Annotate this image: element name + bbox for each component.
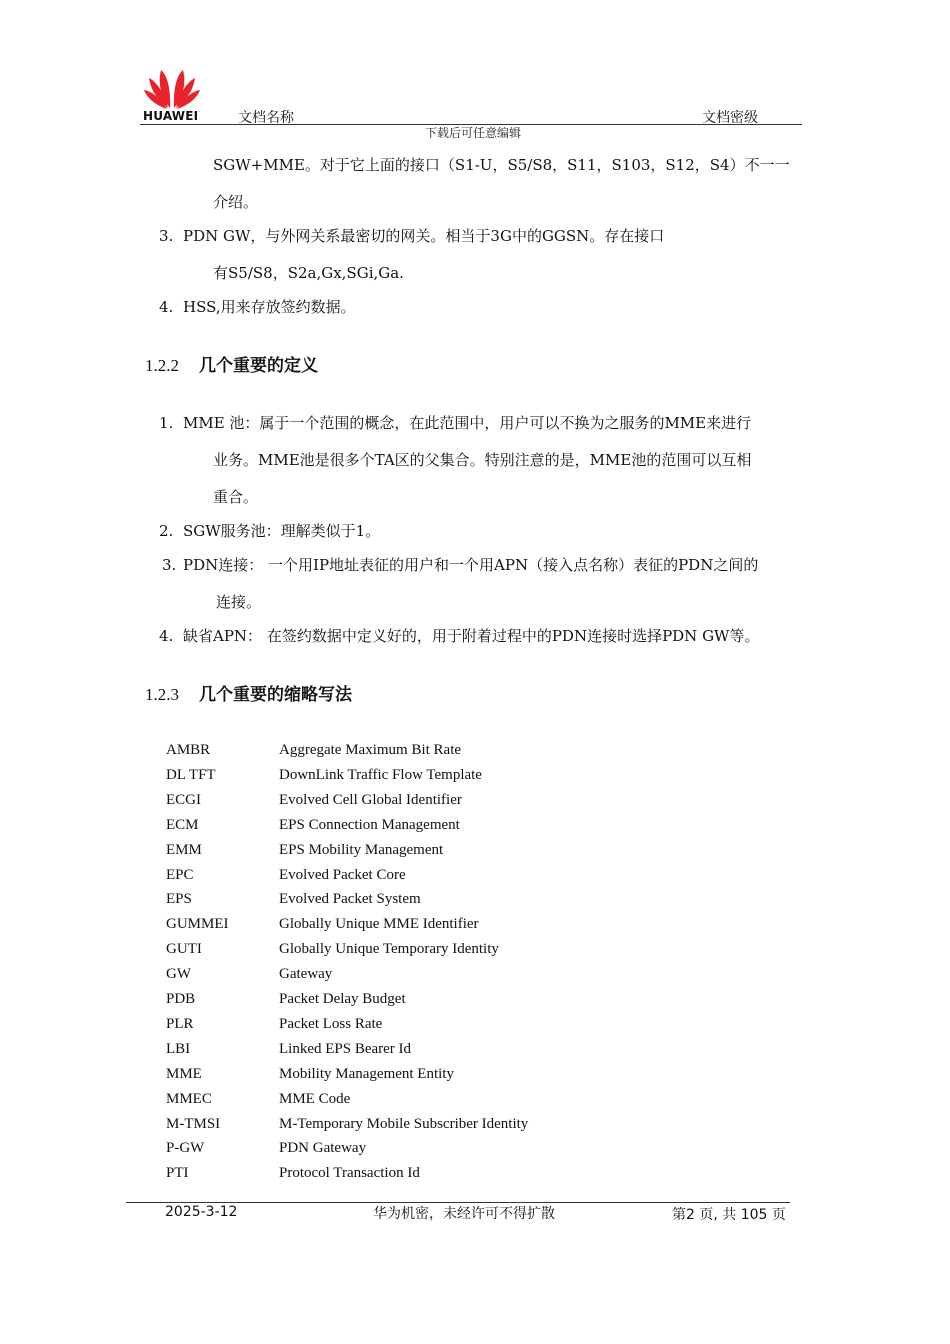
abbreviation-expansion: Globally Unique MME Identifier — [279, 916, 479, 933]
abbreviation-term: GW — [166, 966, 191, 983]
abbreviation-row — [166, 1140, 366, 1157]
page-middle: 页, 共 — [699, 1207, 737, 1223]
abbreviation-expansion: PDN Gateway — [279, 1140, 367, 1157]
abbreviation-expansion: Linked EPS Bearer Id — [279, 1040, 412, 1057]
footer-date: 2025-3-12 — [165, 1204, 238, 1220]
abbreviation-term: PLR — [166, 1015, 194, 1032]
section-heading — [145, 351, 318, 376]
section-title: 几个重要的缩略写法 — [199, 685, 352, 705]
list-item-text: 连接。 — [216, 593, 262, 611]
abbreviation-term: MMEC — [166, 1090, 212, 1107]
list-item-number: 4. — [159, 298, 174, 316]
list-item-text: 业务。MME池是很多个TA区的父集合。特别注意的是，MME池的范围可以互相 — [213, 451, 752, 469]
list-item-number: 2. — [159, 522, 174, 540]
list-item-number: 3. — [159, 227, 174, 245]
abbreviation-row — [166, 916, 479, 933]
abbreviation-term: M-TMSI — [166, 1115, 221, 1132]
footer-confidential-notice: 华为机密，未经许可不得扩散 — [373, 1206, 555, 1222]
page-suffix: 页 — [771, 1207, 786, 1223]
abbreviation-term: ECGI — [166, 791, 201, 808]
page-current: 2 — [686, 1207, 695, 1223]
abbreviation-term: PTI — [166, 1165, 189, 1182]
abbreviation-term: GUMMEI — [166, 916, 229, 933]
abbreviation-expansion: Packet Delay Budget — [279, 991, 406, 1007]
abbreviation-row — [166, 966, 332, 983]
abbreviation-expansion: EPS Mobility Management — [279, 841, 444, 858]
abbreviation-term: EPS — [166, 891, 192, 908]
footer-page-number — [672, 1204, 786, 1224]
abbreviation-expansion: DownLink Traffic Flow Template — [279, 766, 482, 783]
brand-wordmark: HUAWEI — [143, 109, 199, 123]
abbreviation-expansion: Globally Unique Temporary Identity — [279, 941, 499, 958]
section-title: 几个重要的定义 — [199, 356, 318, 376]
page-prefix: 第 — [672, 1207, 686, 1223]
abbreviation-expansion: EPS Connection Management — [279, 816, 460, 833]
section-heading — [145, 680, 352, 705]
list-item-number: 1. — [159, 414, 174, 432]
abbreviation-expansion: Gateway — [279, 966, 333, 983]
abbreviation-expansion: Evolved Cell Global Identifier — [279, 791, 462, 808]
abbreviation-row — [166, 891, 421, 908]
abbreviation-row — [166, 1116, 528, 1133]
abbreviation-row — [166, 742, 461, 759]
abbreviation-term: PDB — [166, 991, 196, 1007]
abbreviation-expansion: Packet Loss Rate — [279, 1015, 383, 1032]
abbreviation-row — [166, 842, 443, 859]
abbreviation-row — [166, 941, 499, 958]
section-number: 1.2.2 — [145, 356, 179, 375]
list-item-number: 3. — [162, 556, 177, 574]
download-note: 下载后可任意编辑 — [425, 126, 522, 140]
abbreviation-term: LBI — [166, 1040, 191, 1057]
abbreviation-term: DL TFT — [166, 766, 216, 783]
page-total: 105 — [740, 1207, 768, 1223]
intro-line: 介绍。 — [213, 193, 259, 211]
document-name-label: 文档名称 — [238, 110, 294, 126]
list-item-text: SGW服务池：理解类似于1。 — [183, 522, 381, 540]
document-classification-label: 文档密级 — [702, 110, 758, 126]
abbreviation-expansion: Evolved Packet Core — [279, 866, 406, 883]
list-item-text: HSS,用来存放签约数据。 — [183, 298, 356, 316]
abbreviation-term: AMBR — [166, 742, 211, 758]
abbreviation-row — [166, 991, 406, 1008]
abbreviation-expansion: Evolved Packet System — [279, 891, 421, 908]
abbreviation-row — [166, 1041, 411, 1058]
abbreviation-row — [166, 767, 482, 784]
list-item-text: PDN GW，与外网关系最密切的网关。相当于3G中的GGSN。存在接口 — [183, 227, 665, 245]
abbreviation-expansion: Mobility Management Entity — [279, 1065, 454, 1082]
abbreviation-term: MME — [166, 1065, 202, 1082]
list-item-text: 有S5/S8，S2a,Gx,SGi,Ga. — [213, 264, 404, 282]
abbreviation-expansion: Protocol Transaction Id — [279, 1165, 420, 1182]
huawei-logo-icon — [143, 66, 201, 110]
abbreviation-term: GUTI — [166, 941, 202, 958]
section-number: 1.2.3 — [145, 685, 179, 704]
abbreviation-row — [166, 1165, 420, 1182]
abbreviation-term: ECM — [166, 816, 199, 833]
abbreviation-expansion: MME Code — [279, 1090, 351, 1107]
list-item-number: 4. — [159, 627, 174, 645]
abbreviation-row — [166, 867, 406, 884]
abbreviation-row — [166, 1066, 454, 1083]
abbreviation-row — [166, 1016, 382, 1033]
list-item-text: MME 池：属于一个范围的概念，在此范围中，用户可以不换为之服务的MME来进行 — [183, 414, 752, 432]
list-item-text: 缺省APN： 在签约数据中定义好的，用于附着过程中的PDN连接时选择PDN GW等。 — [183, 627, 760, 645]
abbreviation-expansion: Aggregate Maximum Bit Rate — [279, 742, 462, 758]
abbreviation-row — [166, 792, 462, 809]
abbreviation-row — [166, 1091, 350, 1108]
abbreviation-term: P-GW — [166, 1140, 205, 1157]
abbreviation-term: EPC — [166, 866, 194, 883]
abbreviation-expansion: M-Temporary Mobile Subscriber Identity — [279, 1115, 529, 1132]
list-item-text: 重合。 — [213, 488, 259, 506]
list-item-text: PDN连接： 一个用IP地址表征的用户和一个用APN（接入点名称）表征的PDN之间的 — [183, 556, 759, 574]
intro-line: SGW+MME。对于它上面的接口（S1-U，S5/S8，S11，S103，S12，S4）不一一 — [213, 156, 790, 174]
abbreviation-term: EMM — [166, 841, 202, 858]
abbreviation-row — [166, 817, 460, 834]
